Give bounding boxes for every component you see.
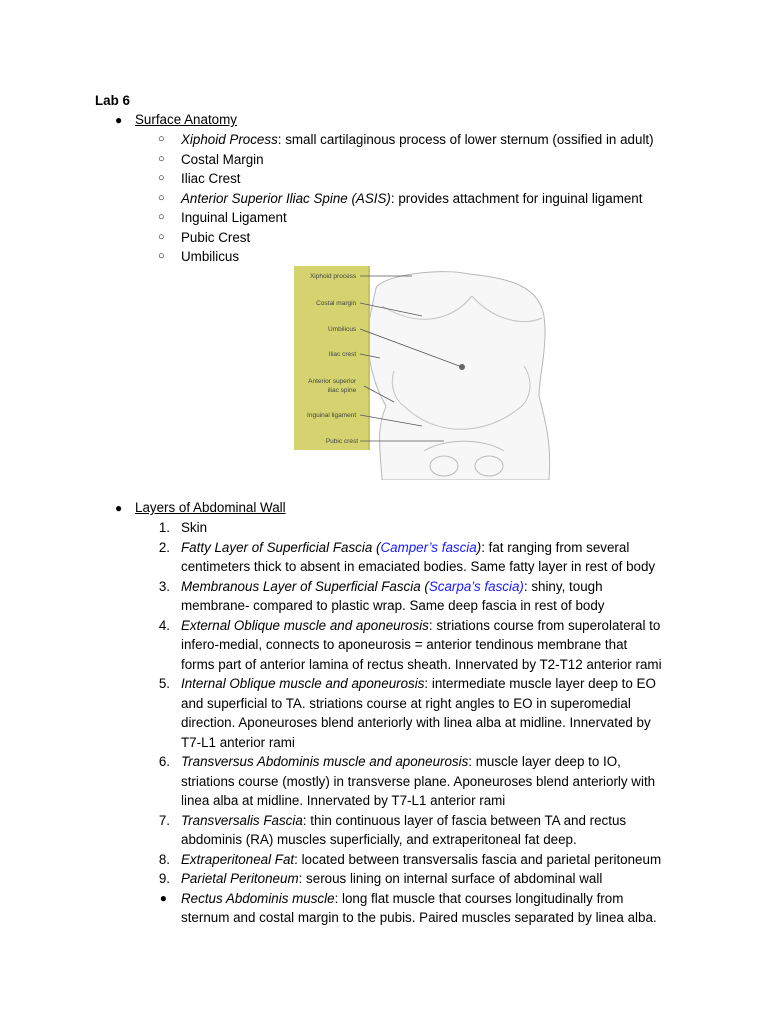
- fascia-link-text: Scarpa’s fascia): [428, 578, 524, 594]
- surface-item: [181, 130, 654, 150]
- figure-label-umbilicus: Umbilicus: [328, 326, 357, 333]
- layer-text: linea alba at midline. Innervated by T7-L1 anterior rami: [181, 793, 506, 808]
- list-marker: 8.: [158, 851, 170, 867]
- figure-label-asis-line2: iliac spine: [327, 387, 357, 394]
- layer-text: Parietal Peritoneum: [181, 871, 299, 886]
- bullet-dot: ●: [115, 501, 123, 515]
- list-marker: 7.: [158, 812, 170, 828]
- abdomen-illustration: [294, 266, 552, 480]
- layer-line: [181, 577, 603, 597]
- surface-item-desc: Costal Margin: [181, 151, 264, 167]
- surface-item: [181, 150, 264, 170]
- surface-item-term: Xiphoid Process: [181, 132, 278, 147]
- figure-label-xiphoid: Xiphoid process: [309, 273, 357, 280]
- layer-text: Internal Oblique muscle and aponeurosis: [181, 676, 425, 691]
- layer-line: [181, 635, 627, 655]
- layer-text: abdominis (RA) muscles superficially, and extraperitoneal fat deep.: [181, 832, 577, 847]
- layer-line: [181, 557, 655, 577]
- layers-title: Layers of Abdominal Wall: [135, 500, 286, 515]
- layer-text: Rectus Abdominis muscle: [181, 890, 335, 906]
- hollow-bullet-icon: ○: [158, 152, 165, 165]
- surface-item-desc: Iliac Crest: [181, 171, 241, 186]
- surface-item: [181, 208, 287, 228]
- hollow-bullet-icon: ○: [158, 211, 165, 223]
- layer-line: [181, 869, 602, 889]
- layer-line: [181, 889, 623, 909]
- layer-line: [181, 908, 657, 928]
- hollow-bullet-icon: ○: [158, 250, 165, 262]
- list-marker: 3.: [158, 578, 170, 594]
- surface-item-desc: Umbilicus: [181, 249, 240, 264]
- layer-text: External Oblique muscle and aponeurosis: [181, 617, 429, 633]
- list-marker: 6.: [158, 754, 170, 769]
- surface-item: [181, 247, 239, 267]
- list-marker: ●: [159, 890, 167, 905]
- list-marker: 2.: [158, 539, 170, 555]
- figure-label-costal-margin: Costal margin: [316, 300, 357, 307]
- layer-text: centimeters thick to absent in emaciated bodies. Same fatty layer in rest of body: [181, 559, 656, 574]
- surface-item-desc: : small cartilaginous process of lower sternum (ossified in adult): [277, 132, 654, 147]
- layer-text: : muscle layer deep to IO,: [468, 754, 621, 769]
- layer-text: : fat ranging from several: [481, 539, 630, 555]
- page-heading: Lab 6: [95, 93, 130, 108]
- surface-item: [181, 169, 241, 189]
- layer-line: [181, 596, 605, 616]
- bullet-dot: ●: [115, 113, 123, 127]
- layer-text: Transversus Abdominis muscle and aponeurosis: [181, 754, 469, 769]
- layer-text: : shiny, tough: [523, 578, 603, 594]
- figure-label-asis-line1: Anterior superior: [308, 378, 357, 385]
- layer-line: [181, 791, 505, 811]
- layer-text: direction. Aponeuroses blend anteriorly with linea alba at midline. Innervated by: [181, 715, 651, 730]
- figure-label-inguinal: Inguinal ligament: [307, 412, 357, 419]
- surface-item: [181, 189, 642, 209]
- layer-text: Membranous Layer of Superficial Fascia (: [181, 578, 429, 594]
- surface-item-desc: Pubic Crest: [181, 229, 251, 245]
- layer-text: Fatty Layer of Superficial Fascia (: [181, 539, 381, 555]
- surface-anatomy-figure: [294, 266, 552, 480]
- fascia-link-text: Camper’s fascia: [380, 539, 477, 555]
- list-marker: 5.: [158, 676, 170, 691]
- layer-text: : serous lining on internal surface of abdominal wall: [298, 871, 603, 886]
- layer-text: ): [476, 539, 482, 555]
- layer-line: [181, 674, 656, 694]
- layer-text: membrane- compared to plastic wrap. Same deep fascia in rest of body: [181, 598, 605, 613]
- hollow-bullet-icon: ○: [158, 172, 165, 184]
- layer-line: [181, 616, 660, 636]
- surface-anatomy-title: Surface Anatomy: [135, 112, 237, 127]
- layer-line: [181, 850, 661, 870]
- layer-text: T7-L1 anterior rami: [181, 734, 295, 750]
- list-marker: 4.: [158, 617, 170, 633]
- list-marker: 1.: [158, 520, 170, 535]
- hollow-bullet-icon: ○: [158, 191, 165, 204]
- layer-text: : located between transversalis fascia and parietal peritoneum: [294, 851, 662, 867]
- layer-text: : intermediate muscle layer deep to EO: [424, 676, 656, 691]
- layer-line: [181, 538, 629, 558]
- layer-line: [181, 713, 651, 733]
- surface-item-term: Anterior Superior Iliac Spine (ASIS): [181, 190, 391, 206]
- layer-line: [181, 772, 655, 792]
- layer-text: : long flat muscle that courses longitudinally from: [334, 890, 624, 906]
- layer-text: Skin: [181, 520, 208, 535]
- layer-text: : striations course from superolateral to: [428, 617, 661, 633]
- layer-text: Transversalis Fascia: [181, 812, 303, 828]
- layer-line: [181, 811, 626, 831]
- layer-text: and superficial to TA. striations course at right angles to EO in superomedial: [181, 695, 631, 711]
- hollow-bullet-icon: ○: [158, 230, 165, 243]
- layer-text: forms part of anterior lamina of rectus sheath. Innervated by T2-T12 anterior rami: [181, 656, 662, 672]
- layer-line: [181, 752, 621, 772]
- surface-item-desc: : provides attachment for inguinal ligament: [390, 190, 643, 206]
- layer-text: Extraperitoneal Fat: [181, 851, 295, 867]
- layer-text: striations course (mostly) in transverse plane. Aponeuroses blend anteriorly with: [181, 773, 656, 789]
- figure-label-pubic-crest: Pubic crest: [325, 438, 358, 445]
- layer-text: : thin continuous layer of fascia between TA and rectus: [302, 812, 627, 828]
- layer-line: [181, 733, 295, 753]
- hollow-bullet-icon: ○: [158, 133, 165, 145]
- layer-line: [181, 694, 631, 714]
- layer-text: sternum and costal margin to the pubis. Paired muscles separated by linea alba.: [181, 910, 657, 925]
- layer-line: [181, 518, 207, 538]
- figure-label-iliac-crest: Iliac crest: [328, 351, 357, 358]
- surface-item-desc: Inguinal Ligament: [181, 210, 287, 225]
- layer-line: [181, 655, 662, 675]
- layer-line: [181, 830, 577, 850]
- surface-item: [181, 228, 250, 248]
- layer-text: infero-medial, connects to aponeurosis = anterior tendinous membrane that: [181, 637, 628, 652]
- list-marker: 9.: [158, 871, 170, 886]
